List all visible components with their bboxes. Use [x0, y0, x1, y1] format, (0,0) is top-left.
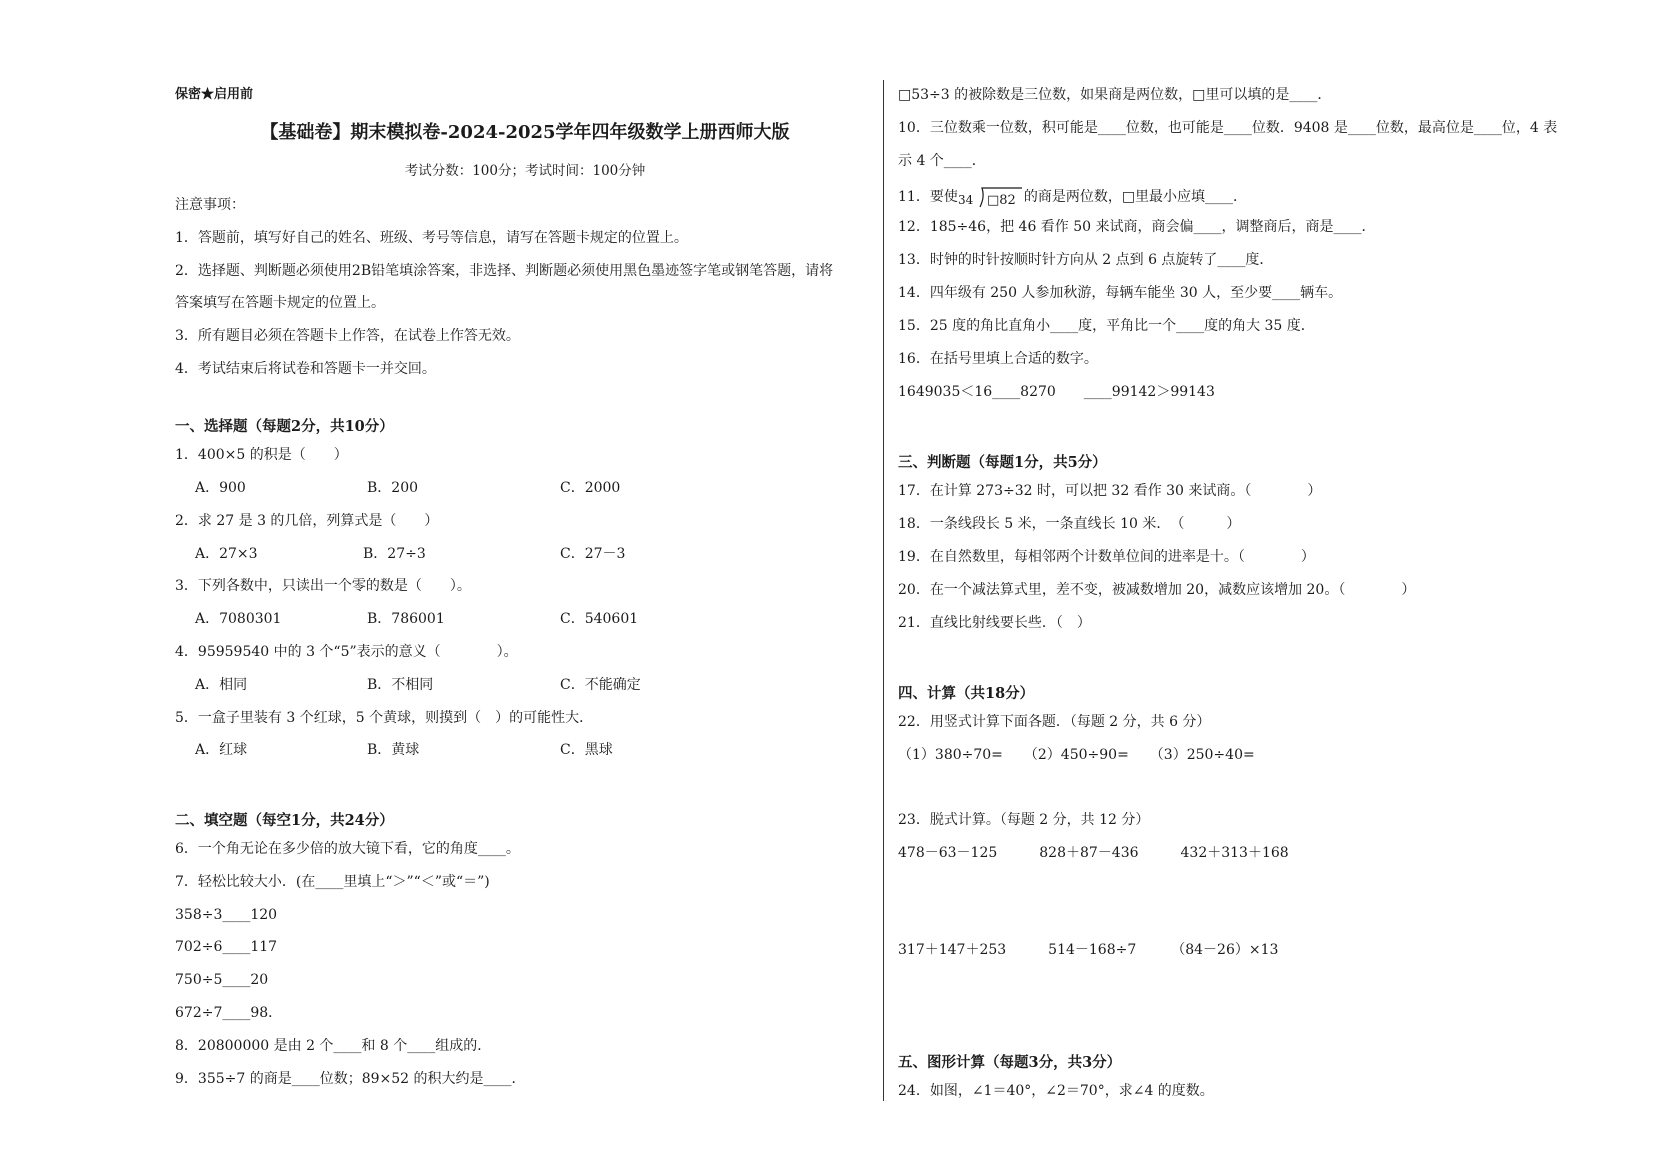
question: 10．三位数乘一位数，积可能是____位数，也可能是____位数．9408 是____位数，最高位是____位，4 表: [898, 120, 1558, 136]
calc-items: 478－63－125 828＋87－436 432＋313＋168: [898, 845, 1289, 861]
question: 17．在计算 273÷32 时，可以把 32 看作 30 来试商。（ ）: [898, 483, 1322, 499]
page-title: 【基础卷】期末模拟卷-2024-2025学年四年级数学上册西师大版: [260, 122, 790, 143]
question: 15．25 度的角比直角小____度，平角比一个____度的角大 35 度．: [898, 318, 1315, 334]
question: □53÷3 的被除数是三位数，如果商是两位数，□里可以填的是____．: [898, 87, 1332, 103]
section-title-choice: 一、选择题（每题2分，共10分）: [175, 418, 394, 435]
option-a: A．900: [195, 480, 246, 496]
compare-item: 702÷6____117: [175, 939, 278, 955]
section-title-calc: 四、计算（共18分）: [898, 685, 1035, 702]
question: 23．脱式计算。（每题 2 分，共 12 分）: [898, 812, 1150, 828]
exam-meta: 考试分数：100分；考试时间：100分钟: [404, 163, 646, 179]
question: 22．用竖式计算下面各题．（每题 2 分，共 6 分）: [898, 714, 1211, 730]
note-item: 1．答题前，填写好自己的姓名、班级、考号等信息，请写在答题卡规定的位置上。: [175, 230, 688, 246]
dividend-text: □82: [986, 193, 1016, 208]
question: 4．95959540 中的 3 个“5”表示的意义（ ）。: [175, 644, 518, 660]
option-c: C．2000: [560, 480, 621, 496]
compare-item: 750÷5____20: [175, 972, 269, 988]
question: 16．在括号里填上合适的数字。: [898, 351, 1098, 367]
compare-item: 672÷7____98．: [175, 1005, 283, 1021]
question: 18．一条线段长 5 米，一条直线长 10 米． （ ）: [898, 516, 1241, 532]
option-b: B．黄球: [367, 742, 420, 758]
question: 8．20800000 是由 2 个____和 8 个____组成的．: [175, 1038, 492, 1054]
question: 19．在自然数里，每相邻两个计数单位间的进率是十。（ ）: [898, 549, 1315, 565]
option-c: C．不能确定: [560, 677, 641, 693]
question: 示 4 个____．: [898, 153, 986, 169]
option-a: A．红球: [195, 742, 248, 758]
note-item: 4．考试结束后将试卷和答题卡一并交回。: [175, 361, 436, 377]
confidential-label: 保密★启用前: [175, 87, 254, 102]
option-c: C．540601: [560, 611, 639, 627]
question-11: [898, 185, 1247, 209]
option-c: C．黑球: [560, 742, 613, 758]
note-item: 答案填写在答题卡规定的位置上。: [175, 295, 385, 311]
option-a: A．27×3: [195, 546, 258, 562]
question: 9．355÷7 的商是____位数；89×52 的积大约是____．: [175, 1071, 526, 1087]
option-c: C．27－3: [560, 546, 626, 562]
note-item: 3．所有题目必须在答题卡上作答，在试卷上作答无效。: [175, 328, 520, 344]
question: 24．如图，∠1＝40°，∠2＝70°，求∠4 的度数。: [898, 1083, 1214, 1099]
question: 14．四年级有 250 人参加秋游，每辆车能坐 30 人，至少要____辆车。: [898, 285, 1343, 301]
calc-items: （1）380÷70= （2）450÷90= （3）250÷40=: [898, 747, 1255, 763]
question-11-suffix: 的商是两位数，□里最小应填____．: [1023, 189, 1248, 205]
question: 1．400×5 的积是（ ）: [175, 447, 348, 463]
question: 20．在一个减法算式里，差不变，被减数增加 20，减数应该增加 20。（ ）: [898, 582, 1416, 598]
section-title-geometry: 五、图形计算（每题3分，共3分）: [898, 1054, 1122, 1071]
option-a: A．7080301: [195, 611, 282, 627]
option-a: A．相同: [195, 677, 248, 693]
divisor-text: 34: [957, 193, 974, 207]
option-b: B．200: [367, 480, 419, 496]
column-divider: [883, 80, 884, 1101]
question: 21．直线比射线要长些．（ ）: [898, 615, 1091, 631]
option-b: B．27÷3: [363, 546, 426, 562]
question: 3．下列各数中，只读出一个零的数是（ ）。: [175, 578, 471, 594]
question: 7．轻松比较大小．(在____里填上“＞”“＜”或“＝”): [175, 874, 490, 890]
question: 12．185÷46，把 46 看作 50 来试商，商会偏____，调整商后，商是____．: [898, 219, 1376, 235]
question: 2．求 27 是 3 的几倍，列算式是（ ）: [175, 513, 439, 529]
question-11-prefix: 11．要使: [898, 189, 958, 205]
section-title-judge: 三、判断题（每题1分，共5分）: [898, 454, 1107, 471]
compare-item: 358÷3____120: [175, 907, 278, 923]
question: 6．一个角无论在多少倍的放大镜下看，它的角度____。: [175, 841, 520, 857]
fill-digit-item: 1649035＜16____8270 ____99142＞99143: [898, 384, 1215, 400]
long-division-icon: [958, 185, 1024, 209]
question: 13．时钟的时针按顺时针方向从 2 点到 6 点旋转了____度．: [898, 252, 1274, 268]
note-item: 2．选择题、判断题必须使用2B铅笔填涂答案，非选择、判断题必须使用黑色墨迹签字笔或钢笔答题，请将: [175, 263, 834, 279]
option-b: B．不相同: [367, 677, 434, 693]
notes-heading: 注意事项：: [175, 197, 245, 213]
option-b: B．786001: [367, 611, 445, 627]
section-title-fill: 二、填空题（每空1分，共24分）: [175, 812, 394, 829]
calc-items: 317＋147＋253 514－168÷7 （84－26）×13: [898, 942, 1279, 958]
question: 5．一盒子里装有 3 个红球，5 个黄球，则摸到（ ）的可能性大．: [175, 710, 594, 726]
